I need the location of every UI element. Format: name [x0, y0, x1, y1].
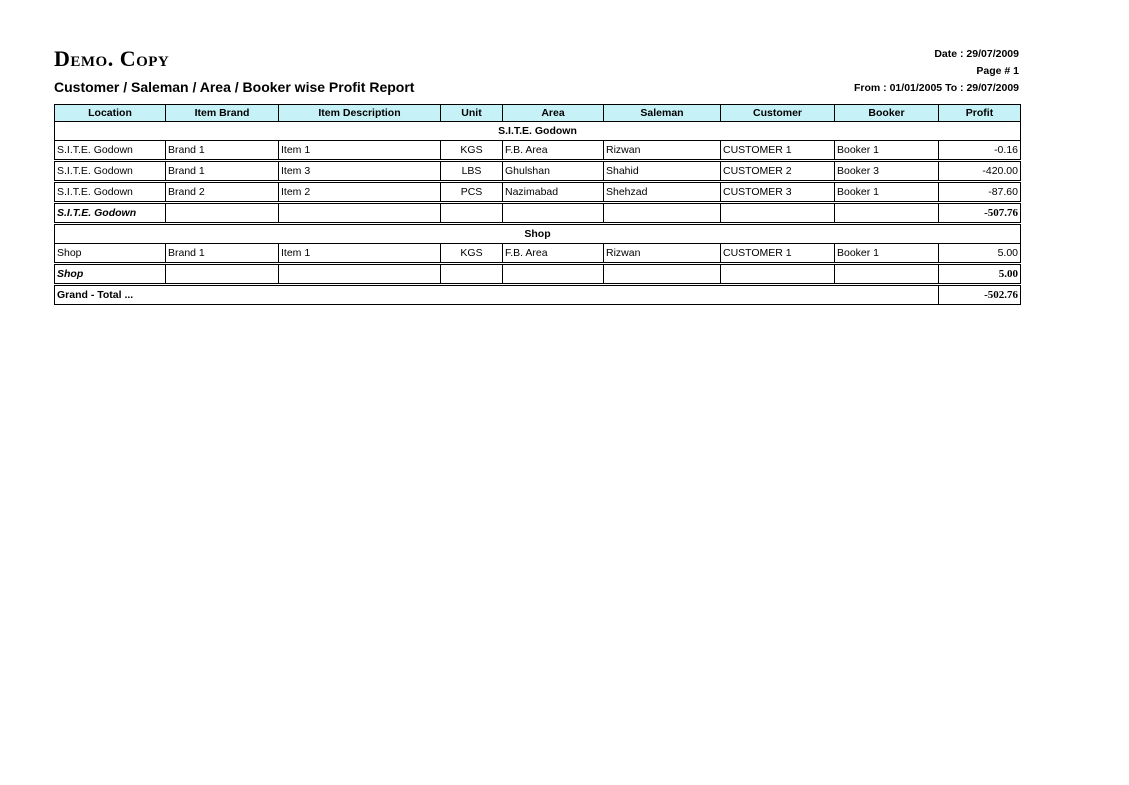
col-item-brand: Item Brand [166, 105, 279, 122]
cell-location: Shop [55, 244, 166, 264]
cell-saleman: Rizwan [604, 244, 721, 264]
demo-copy-label: Demo. Copy [54, 46, 170, 71]
cell-item-brand: Brand 1 [166, 141, 279, 161]
col-profit: Profit [939, 105, 1021, 122]
grand-total-value: -502.76 [939, 285, 1021, 305]
cell-booker: Booker 1 [835, 141, 939, 161]
group-header [55, 224, 1021, 244]
grand-total-row [55, 285, 1021, 305]
table-row [55, 244, 1021, 264]
cell-booker: Booker 1 [835, 244, 939, 264]
page-number: Page # 1 [976, 65, 1019, 77]
cell-item-description: Item 1 [279, 141, 441, 161]
cell-profit: -0.16 [939, 141, 1021, 161]
subtotal-row [55, 264, 1021, 285]
cell-area: F.B. Area [503, 244, 604, 264]
subtotal-label: S.I.T.E. Godown [55, 203, 166, 224]
cell-saleman: Shahid [604, 161, 721, 182]
col-booker: Booker [835, 105, 939, 122]
header-row [55, 105, 1021, 122]
cell-unit: LBS [441, 161, 503, 182]
cell-area: Nazimabad [503, 182, 604, 203]
group-header [55, 122, 1021, 141]
col-unit: Unit [441, 105, 503, 122]
cell-customer: CUSTOMER 3 [721, 182, 835, 203]
cell-location: S.I.T.E. Godown [55, 182, 166, 203]
cell-profit: -420.00 [939, 161, 1021, 182]
cell-location: S.I.T.E. Godown [55, 141, 166, 161]
cell-unit: KGS [441, 244, 503, 264]
subtotal-label: Shop [55, 264, 166, 285]
col-item-description: Item Description [279, 105, 441, 122]
table-row [55, 161, 1021, 182]
cell-unit: PCS [441, 182, 503, 203]
cell-profit: 5.00 [939, 244, 1021, 264]
cell-location: S.I.T.E. Godown [55, 161, 166, 182]
cell-item-brand: Brand 1 [166, 244, 279, 264]
cell-booker: Booker 3 [835, 161, 939, 182]
date-range: From : 01/01/2005 To : 29/07/2009 [854, 82, 1019, 94]
cell-item-brand: Brand 1 [166, 161, 279, 182]
profit-report-table [54, 104, 1021, 305]
cell-profit: -87.60 [939, 182, 1021, 203]
cell-item-description: Item 3 [279, 161, 441, 182]
cell-item-description: Item 2 [279, 182, 441, 203]
table-row [55, 182, 1021, 203]
cell-customer: CUSTOMER 1 [721, 244, 835, 264]
cell-item-description: Item 1 [279, 244, 441, 264]
cell-item-brand: Brand 2 [166, 182, 279, 203]
col-saleman: Saleman [604, 105, 721, 122]
cell-area: Ghulshan [503, 161, 604, 182]
subtotal-row [55, 203, 1021, 224]
cell-customer: CUSTOMER 2 [721, 161, 835, 182]
cell-saleman: Rizwan [604, 141, 721, 161]
cell-booker: Booker 1 [835, 182, 939, 203]
report-title: Customer / Saleman / Area / Booker wise Profit Report [54, 79, 415, 95]
cell-customer: CUSTOMER 1 [721, 141, 835, 161]
subtotal-value: -507.76 [939, 203, 1021, 224]
subtotal-value: 5.00 [939, 264, 1021, 285]
report-date: Date : 29/07/2009 [934, 48, 1019, 60]
table-row [55, 141, 1021, 161]
group-title: S.I.T.E. Godown [55, 122, 1021, 141]
cell-unit: KGS [441, 141, 503, 161]
col-customer: Customer [721, 105, 835, 122]
cell-saleman: Shehzad [604, 182, 721, 203]
cell-area: F.B. Area [503, 141, 604, 161]
group-title: Shop [55, 224, 1021, 244]
col-location: Location [55, 105, 166, 122]
col-area: Area [503, 105, 604, 122]
grand-total-label: Grand - Total ... [55, 285, 939, 305]
